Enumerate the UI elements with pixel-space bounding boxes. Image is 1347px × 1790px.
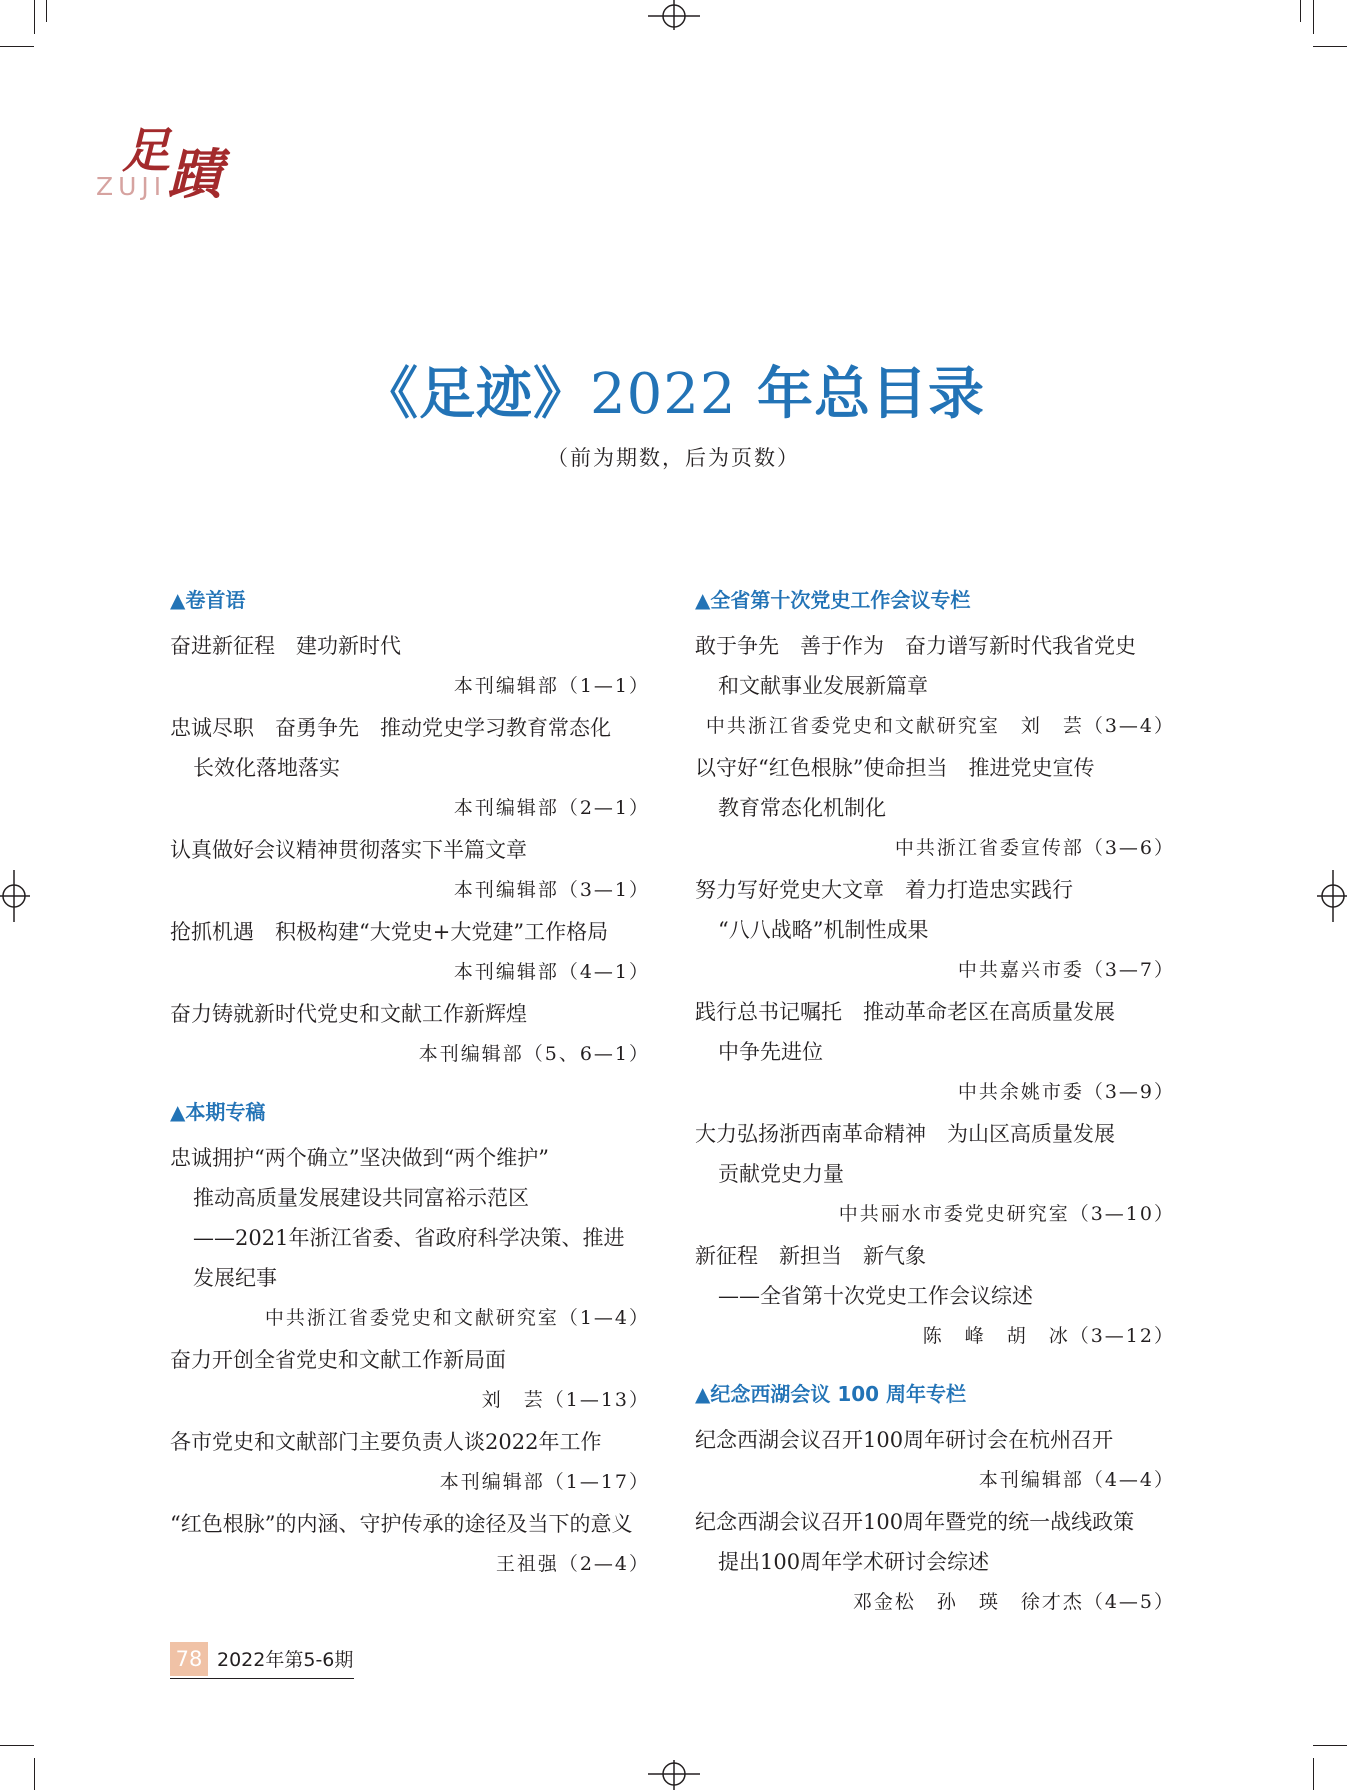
entry-title-line: 忠诚拥护“两个确立”坚决做到“两个维护” [170,1146,549,1170]
entry-author: 本刊编辑部（2—1） [453,797,650,819]
toc-entry [695,1502,1175,1624]
entry-title-line: 奋力铸就新时代党史和文献工作新辉煌 [170,1002,527,1026]
crop-mark [1313,1758,1314,1790]
issue-label: 2022年第5-6期 [217,1649,354,1671]
toc-section [170,586,650,1076]
entry-title-line: 大力弘扬浙西南革命精神 为山区高质量发展 [695,1122,1115,1146]
page-title: 《足迹》2022 年总目录 [361,362,985,427]
entry-title-line: 贡献党史力量 [718,1162,844,1186]
entry-title-line: 敢于争先 善于作为 奋力谱写新时代我省党史 [695,634,1136,658]
toc-entry [695,992,1175,1114]
entry-title-line: 和文献事业发展新篇章 [718,674,928,698]
entry-title-line: 纪念西湖会议召开100周年暨党的统一战线政策 [695,1510,1135,1534]
entry-author: 本刊编辑部（1—1） [453,675,650,697]
toc-entry [695,870,1175,992]
entry-author: 本刊编辑部（3—1） [453,879,650,901]
crop-mark [1300,0,1301,22]
toc-column-right [695,586,1175,1624]
entry-title-line: 奋进新征程 建功新时代 [170,634,401,658]
toc-entry [695,748,1175,870]
entry-title-line: 忠诚尽职 奋勇争先 推动党史学习教育常态化 [170,716,611,740]
entry-title-line: 推动高质量发展建设共同富裕示范区 [193,1186,529,1210]
entry-title-line: 长效化落地落实 [193,756,340,780]
footer-rule [170,1678,354,1679]
toc-entry [170,912,650,994]
toc-column-left [170,586,650,1586]
crop-mark [1313,46,1347,47]
section-heading: ▲纪念西湖会议 100 周年专栏 [695,1382,967,1406]
entry-author: 中共浙江省委宣传部（3—6） [894,837,1175,859]
entry-title-line: 新征程 新担当 新气象 [695,1244,926,1268]
toc-entry [695,626,1175,748]
entry-author: 本刊编辑部（1—17） [439,1471,650,1493]
crop-mark [0,1745,34,1746]
entry-title-line: 抢抓机遇 积极构建“大党史+大党建”工作格局 [170,920,609,944]
entry-title-line: 以守好“红色根脉”使命担当 推进党史宣传 [695,756,1095,780]
toc-entry [170,830,650,912]
entry-title-line: 教育常态化机制化 [718,796,886,820]
entry-title-line: “八八战略”机制性成果 [718,918,929,942]
registration-mark-icon [648,0,700,30]
entry-author: 刘 芸（1—13） [481,1389,650,1411]
entry-author: 本刊编辑部（4—1） [453,961,650,983]
page-subtitle: （前为期数，后为页数） [547,446,800,470]
crop-mark [1313,1745,1347,1746]
crop-mark [34,0,35,34]
page-number: 78 [170,1642,208,1676]
entry-title-line: 发展纪事 [193,1266,277,1290]
logo-latin: ZUJI [96,172,167,201]
entry-author: 本刊编辑部（5、6—1） [418,1043,650,1065]
entry-author: 本刊编辑部（4—4） [978,1469,1175,1491]
entry-author: 中共浙江省委党史和文献研究室（1—4） [264,1307,650,1329]
toc-entry [170,1422,650,1504]
section-heading: ▲本期专稿 [170,1100,266,1124]
toc-section [695,586,1175,1358]
toc-entry [170,994,650,1076]
registration-mark-icon [0,870,30,922]
registration-mark-icon [648,1760,700,1790]
entry-title-line: 认真做好会议精神贯彻落实下半篇文章 [170,838,527,862]
entry-author: 中共嘉兴市委（3—7） [957,959,1175,981]
toc-entry [170,626,650,708]
entry-title-line: ——全省第十次党史工作会议综述 [718,1284,1033,1308]
entry-title-line: 努力写好党史大文章 着力打造忠实践行 [695,878,1073,902]
entry-title-line: “红色根脉”的内涵、守护传承的途径及当下的意义 [170,1512,633,1536]
toc-section [695,1380,1175,1624]
toc-entry [170,708,650,830]
entry-title-line: ——2021年浙江省委、省政府科学决策、推进 [193,1226,625,1250]
toc-entry [695,1114,1175,1236]
entry-author: 中共丽水市委党史研究室（3—10） [838,1203,1175,1225]
entry-author: 邓金松 孙 瑛 徐才杰（4—5） [852,1591,1175,1613]
entry-author: 陈 峰 胡 冰（3—12） [922,1325,1175,1347]
entry-title-line: 提出100周年学术研讨会综述 [718,1550,990,1574]
toc-section [170,1098,650,1586]
toc-entry [170,1340,650,1422]
crop-mark [46,0,47,22]
entry-title-line: 纪念西湖会议召开100周年研讨会在杭州召开 [695,1428,1114,1452]
logo-char-1: 足 [122,123,171,179]
entry-author: 中共浙江省委党史和文献研究室 刘 芸（3—4） [705,715,1175,737]
entry-title-line: 各市党史和文献部门主要负责人谈2022年工作 [170,1430,602,1454]
section-heading: ▲全省第十次党史工作会议专栏 [695,588,971,612]
logo-char-2: 蹟 [168,142,222,206]
toc-entry [695,1420,1175,1502]
entry-title-line: 奋力开创全省党史和文献工作新局面 [170,1348,506,1372]
crop-mark [0,46,34,47]
entry-title-line: 践行总书记嘱托 推动革命老区在高质量发展 [695,1000,1115,1024]
entry-author: 王祖强（2—4） [495,1553,650,1575]
toc-entry [170,1504,650,1586]
crop-mark [34,1758,35,1790]
section-heading: ▲卷首语 [170,588,246,612]
registration-mark-icon [1317,870,1347,922]
entry-title-line: 中争先进位 [718,1040,823,1064]
toc-entry [170,1138,650,1340]
crop-mark [1313,0,1314,34]
entry-author: 中共余姚市委（3—9） [957,1081,1175,1103]
toc-entry [695,1236,1175,1358]
